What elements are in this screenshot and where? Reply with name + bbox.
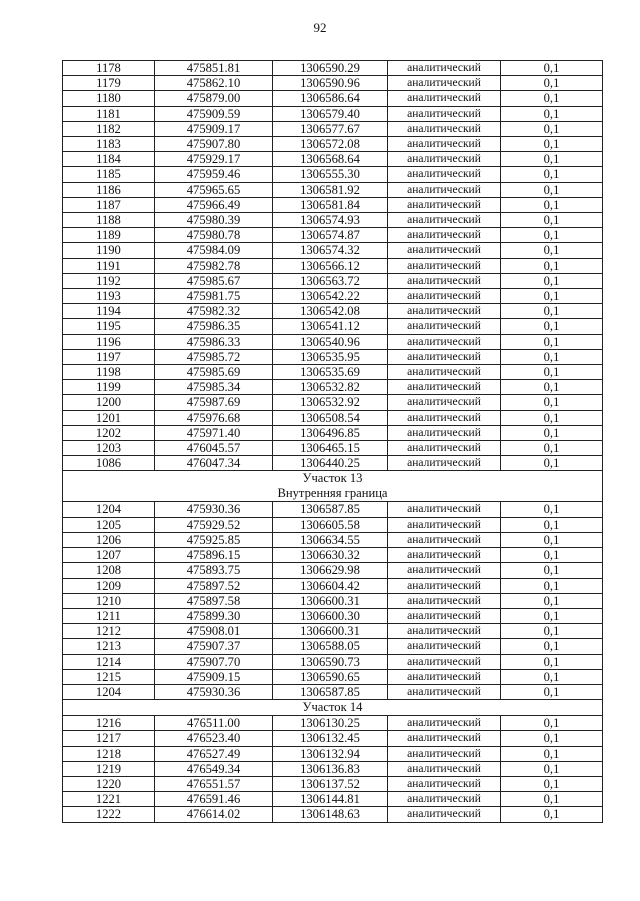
method-cell: аналитический: [388, 639, 501, 654]
point-number-cell: 1184: [63, 152, 155, 167]
point-number-cell: 1197: [63, 349, 155, 364]
error-cell: 0,1: [501, 776, 603, 791]
method-cell: аналитический: [388, 563, 501, 578]
point-number-cell: 1181: [63, 106, 155, 121]
error-cell: 0,1: [501, 91, 603, 106]
error-cell: 0,1: [501, 243, 603, 258]
y-coordinate-cell: 1306600.31: [273, 593, 388, 608]
point-number-cell: 1190: [63, 243, 155, 258]
table-row: [63, 761, 603, 776]
y-coordinate-cell: 1306600.31: [273, 624, 388, 639]
x-coordinate-cell: 475984.09: [155, 243, 273, 258]
table-row: [63, 106, 603, 121]
error-cell: 0,1: [501, 334, 603, 349]
error-cell: 0,1: [501, 761, 603, 776]
y-coordinate-cell: 1306136.83: [273, 761, 388, 776]
method-cell: аналитический: [388, 517, 501, 532]
point-number-cell: 1204: [63, 502, 155, 517]
point-number-cell: 1179: [63, 76, 155, 91]
table-row: [63, 137, 603, 152]
error-cell: 0,1: [501, 502, 603, 517]
page-number: 92: [313, 20, 327, 35]
error-cell: 0,1: [501, 456, 603, 471]
method-cell: аналитический: [388, 593, 501, 608]
x-coordinate-cell: 475879.00: [155, 91, 273, 106]
method-cell: аналитический: [388, 654, 501, 669]
y-coordinate-cell: 1306137.52: [273, 776, 388, 791]
error-cell: 0,1: [501, 425, 603, 440]
y-coordinate-cell: 1306555.30: [273, 167, 388, 182]
x-coordinate-cell: 475907.70: [155, 654, 273, 669]
y-coordinate-cell: 1306590.65: [273, 669, 388, 684]
method-cell: аналитический: [388, 456, 501, 471]
y-coordinate-cell: 1306508.54: [273, 410, 388, 425]
method-cell: аналитический: [388, 182, 501, 197]
y-coordinate-cell: 1306542.08: [273, 304, 388, 319]
method-cell: аналитический: [388, 61, 501, 76]
table-row: [63, 684, 603, 699]
section-heading-line: Участок 13: [302, 471, 363, 486]
error-cell: 0,1: [501, 121, 603, 136]
section-heading: [63, 700, 603, 716]
y-coordinate-cell: 1306532.92: [273, 395, 388, 410]
x-coordinate-cell: 475907.80: [155, 137, 273, 152]
method-cell: аналитический: [388, 410, 501, 425]
error-cell: 0,1: [501, 578, 603, 593]
table-row: [63, 289, 603, 304]
x-coordinate-cell: 475899.30: [155, 608, 273, 623]
error-cell: 0,1: [501, 731, 603, 746]
table-row: [63, 213, 603, 228]
error-cell: 0,1: [501, 593, 603, 608]
x-coordinate-cell: 476511.00: [155, 716, 273, 731]
method-cell: аналитический: [388, 273, 501, 288]
method-cell: аналитический: [388, 91, 501, 106]
x-coordinate-cell: 475985.69: [155, 365, 273, 380]
error-cell: 0,1: [501, 289, 603, 304]
x-coordinate-cell: 476527.49: [155, 746, 273, 761]
point-number-cell: 1211: [63, 608, 155, 623]
section-heading-row: [63, 700, 603, 716]
y-coordinate-cell: 1306574.32: [273, 243, 388, 258]
error-cell: 0,1: [501, 182, 603, 197]
x-coordinate-cell: 475982.32: [155, 304, 273, 319]
method-cell: аналитический: [388, 746, 501, 761]
table-row: [63, 365, 603, 380]
y-coordinate-cell: 1306563.72: [273, 273, 388, 288]
method-cell: аналитический: [388, 776, 501, 791]
method-cell: аналитический: [388, 578, 501, 593]
point-number-cell: 1086: [63, 456, 155, 471]
point-number-cell: 1222: [63, 807, 155, 822]
point-number-cell: 1194: [63, 304, 155, 319]
point-number-cell: 1193: [63, 289, 155, 304]
section-heading-line: Участок 14: [302, 700, 363, 715]
y-coordinate-cell: 1306540.96: [273, 334, 388, 349]
x-coordinate-cell: 475986.35: [155, 319, 273, 334]
table-row: [63, 61, 603, 76]
table-row: [63, 380, 603, 395]
error-cell: 0,1: [501, 395, 603, 410]
error-cell: 0,1: [501, 380, 603, 395]
x-coordinate-cell: 475862.10: [155, 76, 273, 91]
point-number-cell: 1207: [63, 548, 155, 563]
error-cell: 0,1: [501, 258, 603, 273]
error-cell: 0,1: [501, 792, 603, 807]
error-cell: 0,1: [501, 746, 603, 761]
error-cell: 0,1: [501, 441, 603, 456]
error-cell: 0,1: [501, 410, 603, 425]
point-number-cell: 1210: [63, 593, 155, 608]
coordinates-table-body: [63, 61, 603, 823]
error-cell: 0,1: [501, 273, 603, 288]
table-row: [63, 792, 603, 807]
point-number-cell: 1191: [63, 258, 155, 273]
x-coordinate-cell: 476047.34: [155, 456, 273, 471]
method-cell: аналитический: [388, 716, 501, 731]
x-coordinate-cell: 476523.40: [155, 731, 273, 746]
point-number-cell: 1220: [63, 776, 155, 791]
error-cell: 0,1: [501, 684, 603, 699]
y-coordinate-cell: 1306496.85: [273, 425, 388, 440]
point-number-cell: 1196: [63, 334, 155, 349]
y-coordinate-cell: 1306604.42: [273, 578, 388, 593]
point-number-cell: 1185: [63, 167, 155, 182]
y-coordinate-cell: 1306581.92: [273, 182, 388, 197]
table-row: [63, 608, 603, 623]
error-cell: 0,1: [501, 654, 603, 669]
y-coordinate-cell: 1306600.30: [273, 608, 388, 623]
y-coordinate-cell: 1306586.64: [273, 91, 388, 106]
x-coordinate-cell: 475966.49: [155, 197, 273, 212]
table-row: [63, 167, 603, 182]
method-cell: аналитический: [388, 213, 501, 228]
y-coordinate-cell: 1306132.94: [273, 746, 388, 761]
method-cell: аналитический: [388, 228, 501, 243]
table-row: [63, 716, 603, 731]
error-cell: 0,1: [501, 532, 603, 547]
x-coordinate-cell: 475982.78: [155, 258, 273, 273]
x-coordinate-cell: 475851.81: [155, 61, 273, 76]
point-number-cell: 1217: [63, 731, 155, 746]
y-coordinate-cell: 1306148.63: [273, 807, 388, 822]
point-number-cell: 1221: [63, 792, 155, 807]
table-row: [63, 334, 603, 349]
point-number-cell: 1213: [63, 639, 155, 654]
y-coordinate-cell: 1306581.84: [273, 197, 388, 212]
y-coordinate-cell: 1306605.58: [273, 517, 388, 532]
y-coordinate-cell: 1306535.69: [273, 365, 388, 380]
error-cell: 0,1: [501, 608, 603, 623]
method-cell: аналитический: [388, 425, 501, 440]
table-row: [63, 731, 603, 746]
x-coordinate-cell: 475976.68: [155, 410, 273, 425]
method-cell: аналитический: [388, 289, 501, 304]
table-row: [63, 152, 603, 167]
y-coordinate-cell: 1306590.73: [273, 654, 388, 669]
table-row: [63, 456, 603, 471]
x-coordinate-cell: 475980.78: [155, 228, 273, 243]
method-cell: аналитический: [388, 349, 501, 364]
point-number-cell: 1199: [63, 380, 155, 395]
x-coordinate-cell: 475897.52: [155, 578, 273, 593]
x-coordinate-cell: 475985.67: [155, 273, 273, 288]
error-cell: 0,1: [501, 167, 603, 182]
point-number-cell: 1183: [63, 137, 155, 152]
table-row: [63, 563, 603, 578]
point-number-cell: 1203: [63, 441, 155, 456]
method-cell: аналитический: [388, 807, 501, 822]
point-number-cell: 1215: [63, 669, 155, 684]
y-coordinate-cell: 1306634.55: [273, 532, 388, 547]
point-number-cell: 1180: [63, 91, 155, 106]
error-cell: 0,1: [501, 304, 603, 319]
table-row: [63, 624, 603, 639]
x-coordinate-cell: 475907.37: [155, 639, 273, 654]
point-number-cell: 1206: [63, 532, 155, 547]
error-cell: 0,1: [501, 197, 603, 212]
x-coordinate-cell: 475893.75: [155, 563, 273, 578]
y-coordinate-cell: 1306587.85: [273, 502, 388, 517]
x-coordinate-cell: 476591.46: [155, 792, 273, 807]
error-cell: 0,1: [501, 106, 603, 121]
x-coordinate-cell: 475909.59: [155, 106, 273, 121]
x-coordinate-cell: 476045.57: [155, 441, 273, 456]
error-cell: 0,1: [501, 669, 603, 684]
method-cell: аналитический: [388, 792, 501, 807]
table-row: [63, 258, 603, 273]
x-coordinate-cell: 475930.36: [155, 684, 273, 699]
point-number-cell: 1219: [63, 761, 155, 776]
section-heading-line: Внутренняя граница: [277, 486, 388, 501]
method-cell: аналитический: [388, 167, 501, 182]
x-coordinate-cell: 475929.52: [155, 517, 273, 532]
method-cell: аналитический: [388, 669, 501, 684]
method-cell: аналитический: [388, 76, 501, 91]
x-coordinate-cell: 476551.57: [155, 776, 273, 791]
table-row: [63, 410, 603, 425]
y-coordinate-cell: 1306130.25: [273, 716, 388, 731]
error-cell: 0,1: [501, 213, 603, 228]
table-row: [63, 121, 603, 136]
point-number-cell: 1178: [63, 61, 155, 76]
table-row: [63, 807, 603, 822]
method-cell: аналитический: [388, 152, 501, 167]
section-heading: [63, 471, 603, 502]
x-coordinate-cell: 475971.40: [155, 425, 273, 440]
y-coordinate-cell: 1306572.08: [273, 137, 388, 152]
y-coordinate-cell: 1306574.93: [273, 213, 388, 228]
method-cell: аналитический: [388, 548, 501, 563]
error-cell: 0,1: [501, 319, 603, 334]
table-row: [63, 548, 603, 563]
method-cell: аналитический: [388, 319, 501, 334]
y-coordinate-cell: 1306144.81: [273, 792, 388, 807]
method-cell: аналитический: [388, 624, 501, 639]
method-cell: аналитический: [388, 608, 501, 623]
table-row: [63, 395, 603, 410]
point-number-cell: 1214: [63, 654, 155, 669]
method-cell: аналитический: [388, 731, 501, 746]
error-cell: 0,1: [501, 639, 603, 654]
x-coordinate-cell: 475896.15: [155, 548, 273, 563]
y-coordinate-cell: 1306566.12: [273, 258, 388, 273]
point-number-cell: 1202: [63, 425, 155, 440]
x-coordinate-cell: 475986.33: [155, 334, 273, 349]
point-number-cell: 1204: [63, 684, 155, 699]
error-cell: 0,1: [501, 61, 603, 76]
method-cell: аналитический: [388, 304, 501, 319]
point-number-cell: 1198: [63, 365, 155, 380]
point-number-cell: 1192: [63, 273, 155, 288]
point-number-cell: 1186: [63, 182, 155, 197]
error-cell: 0,1: [501, 76, 603, 91]
y-coordinate-cell: 1306590.29: [273, 61, 388, 76]
table-row: [63, 532, 603, 547]
table-row: [63, 502, 603, 517]
table-row: [63, 349, 603, 364]
x-coordinate-cell: 475985.34: [155, 380, 273, 395]
y-coordinate-cell: 1306588.05: [273, 639, 388, 654]
x-coordinate-cell: 475908.01: [155, 624, 273, 639]
error-cell: 0,1: [501, 807, 603, 822]
point-number-cell: 1216: [63, 716, 155, 731]
method-cell: аналитический: [388, 380, 501, 395]
y-coordinate-cell: 1306630.32: [273, 548, 388, 563]
y-coordinate-cell: 1306465.15: [273, 441, 388, 456]
x-coordinate-cell: 475980.39: [155, 213, 273, 228]
y-coordinate-cell: 1306541.12: [273, 319, 388, 334]
error-cell: 0,1: [501, 152, 603, 167]
x-coordinate-cell: 475959.46: [155, 167, 273, 182]
table-row: [63, 425, 603, 440]
error-cell: 0,1: [501, 548, 603, 563]
x-coordinate-cell: 475909.15: [155, 669, 273, 684]
point-number-cell: 1208: [63, 563, 155, 578]
method-cell: аналитический: [388, 502, 501, 517]
table-row: [63, 91, 603, 106]
table-row: [63, 243, 603, 258]
x-coordinate-cell: 475981.75: [155, 289, 273, 304]
point-number-cell: 1187: [63, 197, 155, 212]
table-row: [63, 319, 603, 334]
error-cell: 0,1: [501, 349, 603, 364]
y-coordinate-cell: 1306574.87: [273, 228, 388, 243]
table-row: [63, 182, 603, 197]
method-cell: аналитический: [388, 395, 501, 410]
method-cell: аналитический: [388, 243, 501, 258]
x-coordinate-cell: 475985.72: [155, 349, 273, 364]
x-coordinate-cell: 475987.69: [155, 395, 273, 410]
method-cell: аналитический: [388, 334, 501, 349]
x-coordinate-cell: 475909.17: [155, 121, 273, 136]
point-number-cell: 1200: [63, 395, 155, 410]
table-row: [63, 76, 603, 91]
y-coordinate-cell: 1306587.85: [273, 684, 388, 699]
y-coordinate-cell: 1306590.96: [273, 76, 388, 91]
error-cell: 0,1: [501, 563, 603, 578]
table-row: [63, 228, 603, 243]
table-row: [63, 669, 603, 684]
method-cell: аналитический: [388, 197, 501, 212]
y-coordinate-cell: 1306132.45: [273, 731, 388, 746]
table-row: [63, 441, 603, 456]
point-number-cell: 1188: [63, 213, 155, 228]
y-coordinate-cell: 1306542.22: [273, 289, 388, 304]
error-cell: 0,1: [501, 517, 603, 532]
x-coordinate-cell: 475929.17: [155, 152, 273, 167]
y-coordinate-cell: 1306535.95: [273, 349, 388, 364]
point-number-cell: 1205: [63, 517, 155, 532]
x-coordinate-cell: 475930.36: [155, 502, 273, 517]
error-cell: 0,1: [501, 228, 603, 243]
x-coordinate-cell: 476549.34: [155, 761, 273, 776]
method-cell: аналитический: [388, 137, 501, 152]
table-row: [63, 517, 603, 532]
point-number-cell: 1182: [63, 121, 155, 136]
method-cell: аналитический: [388, 258, 501, 273]
y-coordinate-cell: 1306568.64: [273, 152, 388, 167]
y-coordinate-cell: 1306577.67: [273, 121, 388, 136]
table-row: [63, 197, 603, 212]
table-row: [63, 776, 603, 791]
method-cell: аналитический: [388, 684, 501, 699]
method-cell: аналитический: [388, 532, 501, 547]
x-coordinate-cell: 476614.02: [155, 807, 273, 822]
point-number-cell: 1195: [63, 319, 155, 334]
x-coordinate-cell: 475925.85: [155, 532, 273, 547]
coordinates-table: [62, 60, 603, 823]
section-heading-row: [63, 471, 603, 502]
method-cell: аналитический: [388, 441, 501, 456]
method-cell: аналитический: [388, 365, 501, 380]
point-number-cell: 1209: [63, 578, 155, 593]
point-number-cell: 1189: [63, 228, 155, 243]
x-coordinate-cell: 475965.65: [155, 182, 273, 197]
method-cell: аналитический: [388, 121, 501, 136]
table-row: [63, 304, 603, 319]
table-row: [63, 654, 603, 669]
table-row: [63, 273, 603, 288]
y-coordinate-cell: 1306440.25: [273, 456, 388, 471]
error-cell: 0,1: [501, 716, 603, 731]
table-row: [63, 639, 603, 654]
table-row: [63, 593, 603, 608]
y-coordinate-cell: 1306532.82: [273, 380, 388, 395]
method-cell: аналитический: [388, 106, 501, 121]
error-cell: 0,1: [501, 624, 603, 639]
point-number-cell: 1218: [63, 746, 155, 761]
y-coordinate-cell: 1306629.98: [273, 563, 388, 578]
table-row: [63, 746, 603, 761]
x-coordinate-cell: 475897.58: [155, 593, 273, 608]
y-coordinate-cell: 1306579.40: [273, 106, 388, 121]
error-cell: 0,1: [501, 365, 603, 380]
point-number-cell: 1212: [63, 624, 155, 639]
point-number-cell: 1201: [63, 410, 155, 425]
error-cell: 0,1: [501, 137, 603, 152]
table-row: [63, 578, 603, 593]
method-cell: аналитический: [388, 761, 501, 776]
